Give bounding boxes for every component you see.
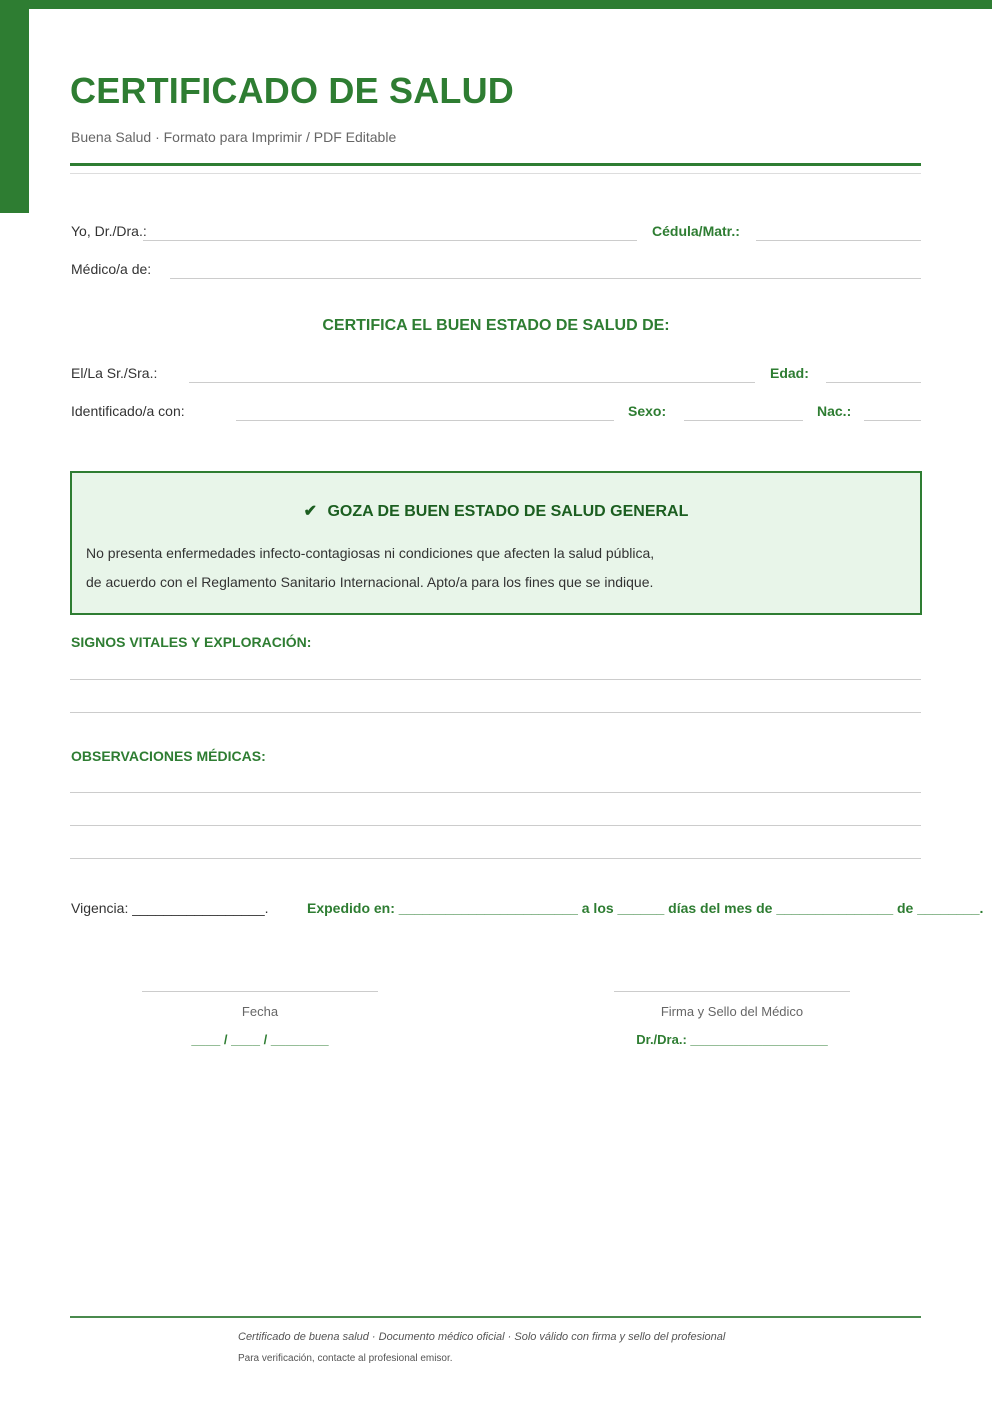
- vitals-heading: SIGNOS VITALES Y EXPLORACIÓN:: [71, 634, 312, 650]
- footer-disclaimer: Certificado de buena salud · Documento médico oficial · Solo válido con firma y sello del profesional: [238, 1331, 726, 1343]
- patient-name-field[interactable]: [189, 382, 755, 383]
- footer-verification: Para verificación, contacte al profesional emisor.: [238, 1353, 453, 1364]
- patient-name-label: El/La Sr./Sra.:: [71, 365, 158, 381]
- doctor-name-label: Yo, Dr./Dra.:: [71, 223, 147, 239]
- nationality-label: Nac.:: [817, 403, 852, 419]
- health-status-text-2: de acuerdo con el Reglamento Sanitario Internacional. Apto/a para los fines que se indique.: [86, 574, 654, 590]
- observations-line-2[interactable]: [70, 825, 921, 826]
- health-status-box: [70, 471, 922, 615]
- specialty-label: Médico/a de:: [71, 261, 152, 277]
- vitals-line-1[interactable]: [70, 679, 921, 680]
- certifies-heading: CERTIFICA EL BUEN ESTADO DE SALUD DE:: [322, 317, 670, 334]
- age-label: Edad:: [770, 365, 809, 381]
- validity-row: [71, 900, 269, 916]
- observations-line-3[interactable]: [70, 858, 921, 859]
- side-accent-bar: [0, 0, 29, 213]
- vitals-line-2[interactable]: [70, 712, 921, 713]
- health-status-title: [72, 501, 920, 521]
- license-field[interactable]: [756, 240, 921, 241]
- specialty-field[interactable]: [170, 278, 921, 279]
- validity-label: Vigencia:: [71, 900, 129, 916]
- sex-field[interactable]: [684, 420, 803, 421]
- doctor-signature-name[interactable]: Dr./Dra.: ___________________: [636, 1032, 828, 1047]
- age-field[interactable]: [826, 382, 921, 383]
- license-label: Cédula/Matr.:: [652, 223, 740, 239]
- document-subtitle: Buena Salud · Formato para Imprimir / PDF Editable: [71, 129, 397, 145]
- id-field[interactable]: [236, 420, 614, 421]
- health-status-text-1: No presenta enfermedades infecto-contagiosas ni condiciones que afecten la salud pública,: [86, 545, 655, 561]
- issued-text[interactable]: Expedido en: _______________________ a los ______ días del mes de _______________ de ________.: [307, 900, 984, 916]
- top-accent-bar: [0, 0, 992, 9]
- footer-divider: [70, 1316, 921, 1318]
- date-signature-line[interactable]: [142, 991, 378, 992]
- date-caption: Fecha: [241, 1004, 279, 1019]
- doctor-name-field[interactable]: [143, 240, 637, 241]
- sex-label: Sexo:: [628, 403, 667, 419]
- doctor-signature-line[interactable]: [614, 991, 850, 992]
- id-label: Identificado/a con:: [71, 403, 185, 419]
- document-title: CERTIFICADO DE SALUD: [70, 70, 514, 111]
- observations-heading: OBSERVACIONES MÉDICAS:: [71, 748, 266, 764]
- check-icon: ✔: [303, 503, 318, 520]
- health-status-title-text: GOZA DE BUEN ESTADO DE SALUD GENERAL: [327, 503, 689, 520]
- signature-caption: Firma y Sello del Médico: [660, 1004, 804, 1019]
- header-divider: [70, 163, 921, 166]
- validity-field[interactable]: _________________.: [132, 900, 269, 916]
- date-blank[interactable]: ____ / ____ / ________: [191, 1032, 329, 1047]
- nationality-field[interactable]: [864, 420, 921, 421]
- header-divider-thin: [70, 173, 921, 174]
- observations-line-1[interactable]: [70, 792, 921, 793]
